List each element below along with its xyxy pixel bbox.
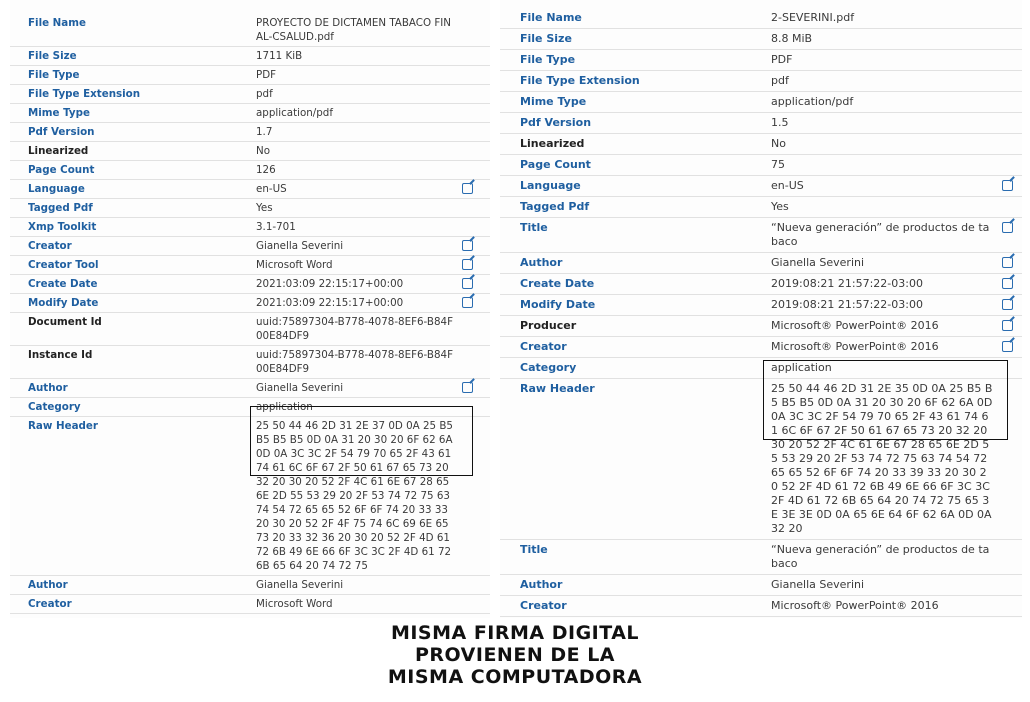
metadata-value — [771, 158, 1021, 172]
metadata-value — [771, 382, 1021, 536]
metadata-row — [500, 50, 1022, 71]
metadata-value-text: 1711 KiB — [256, 50, 303, 62]
metadata-row — [500, 596, 1022, 617]
metadata-value-text: uuid:75897304-B778-4078-8EF6-B84F00E84DF9 — [256, 349, 453, 375]
metadata-value-text: pdf — [771, 74, 789, 87]
metadata-value — [256, 616, 481, 618]
metadata-value — [771, 116, 1021, 130]
metadata-row — [10, 85, 490, 104]
metadata-key: File Name — [28, 17, 86, 29]
edit-icon[interactable] — [462, 183, 473, 194]
metadata-key: Title — [520, 543, 548, 556]
metadata-value — [771, 578, 1021, 592]
caption-line-2: PROVIENEN DE LA — [414, 644, 616, 666]
left-metadata-table — [10, 14, 490, 618]
metadata-row — [10, 275, 490, 294]
metadata-key: Author — [520, 578, 563, 591]
edit-icon[interactable] — [1002, 278, 1013, 289]
metadata-value — [256, 296, 481, 310]
right-metadata-panel — [500, 0, 1022, 618]
metadata-key: Tagged Pdf — [520, 200, 590, 213]
metadata-row — [500, 337, 1022, 358]
metadata-value-text: 1.7 — [256, 126, 273, 138]
metadata-row — [10, 104, 490, 123]
metadata-value — [256, 400, 481, 414]
metadata-row — [500, 274, 1022, 295]
metadata-key: Xmp Toolkit — [28, 221, 97, 233]
metadata-value-text: 2021:03:09 22:15:17+00:00 — [256, 297, 404, 309]
metadata-value-text: 2-SEVERINI.pdf — [771, 11, 855, 24]
metadata-row — [10, 199, 490, 218]
metadata-key: Producer — [520, 319, 577, 332]
metadata-value — [771, 32, 1021, 46]
metadata-key: Category — [520, 361, 577, 374]
caption — [0, 622, 1030, 688]
metadata-value-text: No — [256, 145, 271, 157]
metadata-value-text: Gianella Severini — [771, 256, 865, 269]
caption-line-3: MISMA COMPUTADORA — [387, 666, 643, 688]
metadata-value-text: application/pdf — [771, 95, 854, 108]
metadata-value-text: 25 50 44 46 2D 31 2E 35 0D 0A 25 B5 B5 B5 B5 0D 0A 31 20 30 20 6F 62 6A 0D 0A 3C 3C 2F 54 79 70 65 2F 43 61 74 61 6C 6F 67 2F 50 61 67 65 73 20 32 20 30 20 52 2F 4C 61 6E 67 28 65 6E 2D 55 53 29 20 2F 53 74 72 75 63 74 54 72 65 65 52 6F 6F 74 20 33 39 33 20 30 20 52 2F 4D 61 72 6B 49 6E 66 6F 3C 3C 2F 4D 61 72 6B 65 64 20 74 72 75 65 3E 3E 3E 0D 0A 65 6E 64 6F 62 6A 0D 0A 32 20 — [771, 382, 993, 535]
metadata-row — [10, 379, 490, 398]
metadata-value — [256, 315, 481, 343]
metadata-row — [500, 253, 1022, 274]
metadata-value-text: No — [771, 137, 786, 150]
metadata-key: Pdf Version — [28, 126, 95, 138]
metadata-key: Language — [28, 183, 85, 195]
metadata-row — [500, 29, 1022, 50]
metadata-key: Author — [520, 256, 563, 269]
edit-icon[interactable] — [462, 382, 473, 393]
metadata-row — [500, 197, 1022, 218]
metadata-value — [256, 578, 481, 592]
metadata-value-text: 1.5 — [771, 116, 789, 129]
metadata-value-text: Gianella Severini — [256, 579, 344, 591]
metadata-row — [500, 155, 1022, 176]
metadata-row — [10, 313, 490, 346]
metadata-row — [10, 614, 490, 618]
edit-icon[interactable] — [462, 297, 473, 308]
metadata-row — [500, 575, 1022, 596]
edit-icon[interactable] — [1002, 341, 1013, 352]
metadata-value-text: Microsoft Word — [256, 259, 333, 271]
metadata-value — [256, 201, 481, 215]
metadata-key: Author — [28, 579, 68, 591]
metadata-value — [771, 95, 1021, 109]
edit-icon[interactable] — [1002, 257, 1013, 268]
metadata-value-text — [256, 617, 408, 618]
metadata-value — [256, 16, 481, 44]
edit-icon[interactable] — [1002, 222, 1013, 233]
metadata-value — [256, 125, 481, 139]
metadata-row — [10, 346, 490, 379]
metadata-key: Category — [28, 401, 81, 413]
metadata-value-text: Microsoft® PowerPoint® 2016 — [771, 319, 939, 332]
metadata-row — [10, 237, 490, 256]
metadata-key: Instance Id — [28, 349, 93, 361]
metadata-key: Mime Type — [28, 107, 90, 119]
metadata-value-text: uuid:75897304-B778-4078-8EF6-B84F00E84DF9 — [256, 316, 453, 342]
metadata-value — [771, 298, 1021, 312]
edit-icon[interactable] — [462, 240, 473, 251]
metadata-row — [10, 142, 490, 161]
metadata-key: Raw Header — [520, 382, 595, 395]
metadata-row — [10, 123, 490, 142]
metadata-key: File Type — [520, 53, 576, 66]
metadata-row — [500, 358, 1022, 379]
metadata-key: File Type — [28, 69, 80, 81]
metadata-key: Document Id — [28, 316, 102, 328]
metadata-value — [771, 200, 1021, 214]
metadata-key: Mime Type — [520, 95, 587, 108]
metadata-row — [500, 540, 1022, 575]
metadata-value — [771, 74, 1021, 88]
metadata-key: Title — [520, 221, 548, 234]
metadata-value — [256, 106, 481, 120]
metadata-key: File Size — [28, 50, 77, 62]
metadata-value — [256, 348, 481, 376]
metadata-value-text: Gianella Severini — [771, 578, 865, 591]
metadata-value — [256, 277, 481, 291]
metadata-value-text: 3.1-701 — [256, 221, 296, 233]
metadata-value — [256, 381, 481, 395]
metadata-value — [771, 256, 1021, 270]
metadata-row — [10, 66, 490, 85]
metadata-key: Modify Date — [520, 298, 596, 311]
metadata-key: Raw Header — [28, 420, 98, 432]
metadata-key: Modify Date — [28, 297, 99, 309]
metadata-value — [771, 543, 1021, 571]
metadata-row — [500, 617, 1022, 618]
metadata-row — [10, 398, 490, 417]
metadata-key: Tagged Pdf — [28, 202, 93, 214]
metadata-row — [500, 176, 1022, 197]
metadata-value-text: 8.8 MiB — [771, 32, 813, 45]
metadata-row — [10, 595, 490, 614]
metadata-key — [28, 616, 256, 618]
metadata-key: Creator Tool — [28, 259, 99, 271]
metadata-value-text: “Nueva generación” de productos de tabaco — [771, 543, 990, 570]
metadata-value-text: application — [256, 401, 313, 413]
metadata-value-text: 2019:08:21 21:57:22-03:00 — [771, 277, 923, 290]
metadata-row — [10, 180, 490, 199]
metadata-row — [10, 161, 490, 180]
metadata-key: Page Count — [520, 158, 591, 171]
metadata-row — [10, 576, 490, 595]
metadata-row — [10, 417, 490, 576]
metadata-value-text: en-US — [771, 179, 804, 192]
metadata-value-text: application/pdf — [256, 107, 333, 119]
metadata-value — [771, 53, 1021, 67]
metadata-key: File Name — [520, 11, 582, 24]
metadata-row — [500, 295, 1022, 316]
metadata-key: Language — [520, 179, 581, 192]
metadata-row — [10, 218, 490, 237]
metadata-key: Creator — [28, 598, 72, 610]
metadata-key: File Size — [520, 32, 572, 45]
edit-icon[interactable] — [462, 278, 473, 289]
metadata-value — [771, 221, 1021, 249]
metadata-row — [500, 92, 1022, 113]
metadata-value-text: PDF — [771, 53, 793, 66]
metadata-value — [256, 597, 481, 611]
metadata-value — [771, 179, 1021, 193]
metadata-key: Creator — [520, 340, 567, 353]
metadata-value — [771, 11, 1021, 25]
metadata-value-text: 75 — [771, 158, 785, 171]
metadata-value — [256, 144, 481, 158]
metadata-row — [500, 113, 1022, 134]
edit-icon[interactable] — [1002, 180, 1013, 191]
metadata-key: File Type Extension — [520, 74, 640, 87]
metadata-key: Creator — [28, 240, 72, 252]
metadata-key: Create Date — [520, 277, 595, 290]
metadata-value-text: en-US — [256, 183, 287, 195]
metadata-value-text: 2021:03:09 22:15:17+00:00 — [256, 278, 404, 290]
metadata-value — [256, 68, 481, 82]
left-metadata-panel — [10, 0, 490, 618]
metadata-key: Author — [28, 382, 68, 394]
metadata-key: Page Count — [28, 164, 95, 176]
caption-line-1: MISMA FIRMA DIGITAL — [390, 622, 640, 644]
edit-icon[interactable] — [1002, 299, 1013, 310]
metadata-key: Creator — [520, 599, 567, 612]
metadata-value — [256, 220, 481, 234]
metadata-value — [256, 49, 481, 63]
edit-icon[interactable] — [1002, 320, 1013, 331]
right-metadata-table — [500, 8, 1022, 618]
metadata-value — [771, 599, 1021, 613]
metadata-value — [771, 361, 1021, 375]
metadata-value-text: Microsoft® PowerPoint® 2016 — [771, 599, 939, 612]
metadata-value — [256, 87, 481, 101]
metadata-row — [500, 379, 1022, 540]
metadata-value — [771, 137, 1021, 151]
metadata-value-text: pdf — [256, 88, 273, 100]
metadata-value-text: Microsoft® PowerPoint® 2016 — [771, 340, 939, 353]
metadata-value-text: PDF — [256, 69, 277, 81]
metadata-value — [771, 277, 1021, 291]
metadata-value-text: Yes — [771, 200, 789, 213]
metadata-value — [256, 258, 481, 272]
metadata-value-text: Gianella Severini — [256, 382, 344, 394]
metadata-value — [256, 239, 481, 253]
metadata-row — [10, 47, 490, 66]
edit-icon[interactable] — [462, 259, 473, 270]
metadata-row — [10, 256, 490, 275]
metadata-value-text: PROYECTO DE DICTAMEN TABACO FINAL-CSALUD.pdf — [256, 17, 452, 43]
metadata-value — [256, 182, 481, 196]
metadata-row — [500, 218, 1022, 253]
metadata-value — [256, 419, 481, 573]
metadata-value-text: Gianella Severini — [256, 240, 344, 252]
metadata-row — [500, 71, 1022, 92]
metadata-value-text: application — [771, 361, 832, 374]
metadata-value-text: Yes — [256, 202, 273, 214]
metadata-row — [500, 134, 1022, 155]
metadata-key: Pdf Version — [520, 116, 592, 129]
metadata-value-text: Microsoft Word — [256, 598, 333, 610]
metadata-value — [256, 163, 481, 177]
metadata-key: Linearized — [28, 145, 89, 157]
metadata-row — [10, 294, 490, 313]
metadata-value — [771, 340, 1021, 354]
metadata-row — [500, 316, 1022, 337]
metadata-key: File Type Extension — [28, 88, 141, 100]
metadata-key: Linearized — [520, 137, 585, 150]
metadata-row — [10, 14, 490, 47]
metadata-value-text: 126 — [256, 164, 276, 176]
metadata-value-text: “Nueva generación” de productos de tabaco — [771, 221, 990, 248]
metadata-value-text: 25 50 44 46 2D 31 2E 37 0D 0A 25 B5 B5 B5 B5 0D 0A 31 20 30 20 6F 62 6A 0D 0A 3C 3C 2F 54 79 70 65 2F 43 61 74 61 6C 6F 67 2F 50 61 67 65 73 20 32 20 30 20 52 2F 4C 61 6E 67 28 65 6E 2D 55 53 29 20 2F 53 74 72 75 63 74 54 72 65 65 52 6F 6F 74 20 33 33 20 30 20 52 2F 4F 75 74 6C 69 6E 65 73 20 33 32 36 20 30 20 52 2F 4D 61 72 6B 49 6E 66 6F 3C 3C 2F 4D 61 72 6B 65 64 20 74 72 75 — [256, 420, 453, 572]
metadata-value — [771, 319, 1021, 333]
metadata-row — [500, 8, 1022, 29]
metadata-value-text: 2019:08:21 21:57:22-03:00 — [771, 298, 923, 311]
metadata-key: Create Date — [28, 278, 98, 290]
